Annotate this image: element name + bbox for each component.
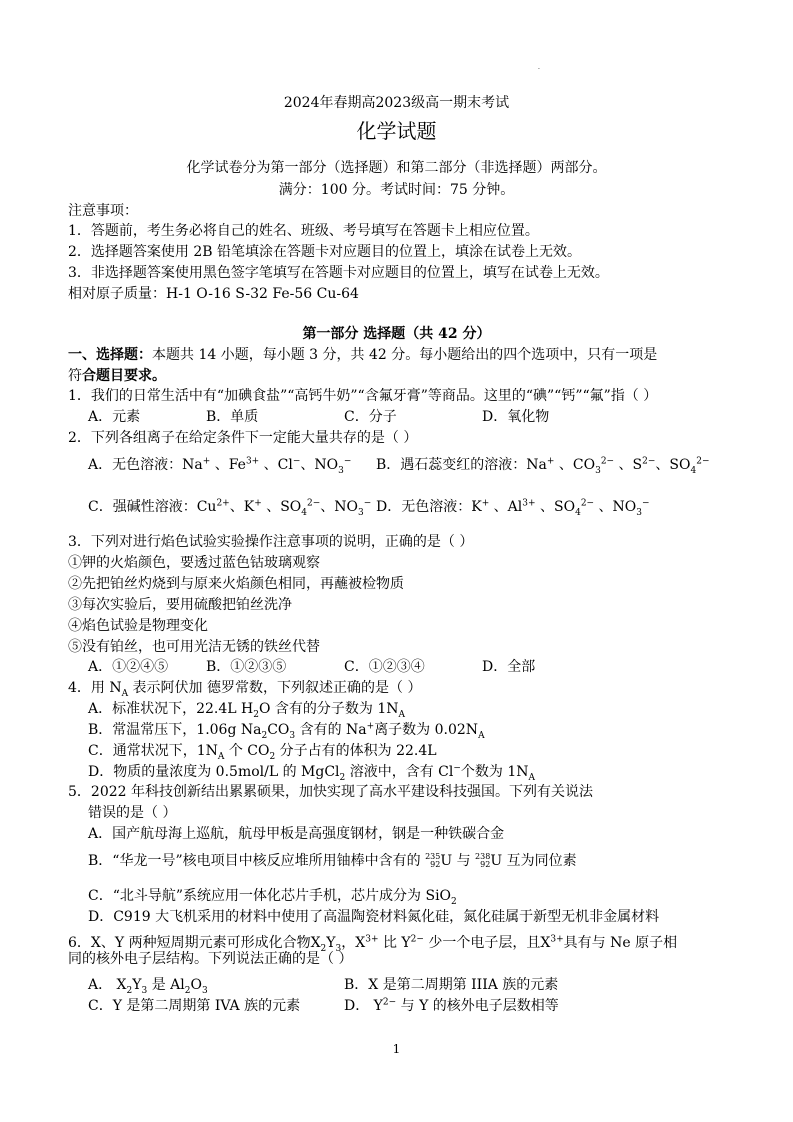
q4-stem-pre: 4．用 N bbox=[68, 680, 122, 696]
atomic-masses: 相对原子质量：H-1 O-16 S-32 Fe-56 Cu-64 bbox=[68, 286, 359, 302]
notes-heading: 注意事项： bbox=[68, 203, 138, 219]
q1-option-a: A．元素 bbox=[88, 409, 141, 425]
q3-item: ③每次实验后，要用硫酸把铂丝洗净 bbox=[68, 597, 292, 613]
q5b-post: U 互为同位素 bbox=[490, 853, 577, 869]
q6-end: 具有与 Ne 原子相 bbox=[563, 935, 678, 951]
q4-stem: 4．用 $N_A$ 表示阿伏加 德罗常数，下列叙述正确的是（ ） bbox=[68, 680, 422, 699]
q2-option-b: B．遇石蕊变红的溶液：Na+ 、$CO_3^{2-}$ 、$S^{2-}$、$SO_4^{2-}$ bbox=[376, 456, 710, 476]
speck: . bbox=[538, 64, 540, 71]
q4-option-b: B．常温常压下，1.06g $Na_2CO_3$ 含有的 Na+离子数为 $0.02N_A$ bbox=[88, 721, 485, 741]
q3-item: ④焰色试验是物理变化 bbox=[68, 618, 208, 634]
q3-item: ①钾的火焰颜色，要透过蓝色钴玻璃观察 bbox=[68, 555, 320, 571]
q6-stem: 6．X、Y 两种短周期元素可形成化合物$X_2Y_3$，$X^{3+}$ 比 $Y^{2-}$ 少一个电子层，且$X^{3+}$具有与 Ne 原子相 bbox=[68, 934, 678, 954]
score-time: 满分：100 分。考试时间：75 分钟。 bbox=[278, 182, 515, 198]
q5b-mid: U 与 bbox=[440, 853, 476, 869]
q6d-post: 与 Y 的核外电子层数相等 bbox=[396, 998, 559, 1014]
q5-option-d: D．C919 大飞机采用的材料中使用了高温陶瓷材料氮化硅，氮化硅属于新型无机非金属材料 bbox=[88, 909, 660, 925]
note-item: 3．非选择题答案使用黑色签字笔填写在答题卡对应题目的位置上，填写在试卷上无效。 bbox=[68, 265, 609, 281]
q6-option-b: B．X 是第二周期第 IIIA 族的元素 bbox=[344, 977, 559, 993]
q2d-text: D．无色溶液：K bbox=[376, 499, 482, 515]
q2-option-c: C．强碱性溶液：$Cu^{2+}$、K+ 、$SO_4^{2-}$、$NO_3^-$ bbox=[88, 498, 372, 518]
q3-option-a: A．①②④⑤ bbox=[88, 659, 169, 675]
q1-option-d: D．氧化物 bbox=[482, 409, 550, 425]
q2c-text: C．强碱性溶液：Cu bbox=[88, 499, 217, 515]
q2-option-a: A．无色溶液：Na+ 、$Fe^{3+}$ 、Cl−、$NO_3^-$ bbox=[88, 456, 352, 476]
q5c-text: C．“北斗导航”系统应用一体化芯片手机，芯片成分为 SiO bbox=[88, 888, 452, 904]
q3-option-c: C．①②③④ bbox=[344, 659, 425, 675]
q6-mid: ， bbox=[341, 935, 356, 951]
q1-option-b: B．单质 bbox=[206, 409, 259, 425]
intro-text: 化学试卷分为第一部分（选择题）和第二部分（非选择题）两部分。 bbox=[186, 160, 607, 176]
q2b-text: B．遇石蕊变红的溶液：Na bbox=[376, 457, 547, 473]
q6-post: 少一个电子层，且 bbox=[423, 935, 541, 951]
q6-stem-2: 同的核外电子层结构。下列说法正确的是（ ） bbox=[68, 951, 353, 967]
part1-heading: 第一部分 选择题（共 42 分） bbox=[302, 326, 491, 342]
instr-bold: 一、选择题： bbox=[68, 347, 152, 363]
q4-option-a: A．标准状况下，22.4L $H_2O$ 含有的分子数为 $1N_A$ bbox=[88, 701, 406, 720]
q5-option-b: B．“华龙一号”核电项目中核反应堆所用铀棒中含有的 235 92U 与 238 92U 互为同位素 bbox=[88, 852, 577, 869]
page-title: 化学试题 bbox=[356, 119, 437, 143]
q1-option-c: C．分子 bbox=[344, 409, 397, 425]
q6-mid2: 比 bbox=[378, 935, 397, 951]
q2-option-d: D．无色溶液：K+ 、$Al^{3+}$ 、$SO_4^{2-}$ 、$NO_3^-$ bbox=[376, 498, 650, 518]
q5-stem-2: 错误的是（ ） bbox=[88, 805, 177, 821]
q4-stem-post: 表示阿伏加 德罗常数，下列叙述正确的是（ ） bbox=[128, 680, 422, 696]
q6a-post: 是 bbox=[147, 977, 171, 993]
exam-name: 2024年春期高2023级高一期末考试 bbox=[283, 95, 510, 111]
note-item: 1．答题前，考生务必将自己的姓名、班级、考号填写在答题卡上相应位置。 bbox=[68, 223, 539, 239]
q5b-pre: B．“华龙一号”核电项目中核反应堆所用铀棒中含有的 bbox=[88, 853, 426, 869]
instr2-bold: 合题目要求。 bbox=[82, 368, 166, 384]
part1-instructions-2 bbox=[68, 367, 166, 385]
part1-instructions bbox=[68, 346, 657, 364]
q4-option-d: D．物质的量浓度为 0.5mol/L 的 MgCl$_2$ 溶液中，含有 Cl−个数为 $1N_A$ bbox=[88, 763, 536, 783]
q1-stem: 1．我们的日常生活中有“加碘食盐”“高钙牛奶”“含氟牙膏”等商品。这里的“碘”“钙”“氟”指（ ） bbox=[68, 388, 658, 404]
q5-option-c: C．“北斗导航”系统应用一体化芯片手机，芯片成分为 SiO$_2$ bbox=[88, 888, 457, 907]
q4-option-c: C．通常状况下，$1N_A$ 个 $CO_2$ 分子占有的体积为 22.4L bbox=[88, 743, 437, 762]
instr-text: 本题共 14 小题，每小题 3 分，共 42 分。每小题给出的四个选项中，只有一项是 bbox=[152, 347, 658, 363]
q5-option-a: A．国产航母海上巡航，航母甲板是高强度钢材，钢是一种铁碳合金 bbox=[88, 826, 505, 842]
q3-item: ②先把铂丝灼烧到与原来火焰颜色相同，再蘸被检物质 bbox=[68, 576, 404, 592]
q3-option-b: B．①②③⑤ bbox=[206, 659, 287, 675]
q2a-text: A．无色溶液：Na bbox=[88, 457, 203, 473]
q3-option-d: D．全部 bbox=[482, 659, 536, 675]
q6-option-d: D． $Y^{2-}$ 与 Y 的核外电子层数相等 bbox=[344, 997, 559, 1014]
q3-stem: 3．下列对进行焰色试验实验操作注意事项的说明，正确的是（ ） bbox=[68, 534, 474, 550]
q6-pre: 6．X、Y 两种短周期元素可形成化合物 bbox=[68, 935, 311, 951]
page-number: 1 bbox=[392, 1042, 401, 1056]
q5-stem: 5．2022 年科技创新结出累累硕果，加快实现了高水平建设科技强国。下列有关说法 bbox=[68, 784, 593, 800]
q6-option-c: C．Y 是第二周期第 IVA 族的元素 bbox=[88, 998, 301, 1014]
note-item: 2．选择题答案使用 2B 铅笔填涂在答题卡对应题目的位置上，填涂在试卷上无效。 bbox=[68, 244, 582, 260]
q3-item: ⑤没有铂丝，也可用光洁无锈的铁丝代替 bbox=[68, 639, 320, 655]
q6-option-a: A． $X_2Y_3$ 是 $Al_2O_3$ bbox=[88, 977, 208, 996]
instr2-pre: 符 bbox=[68, 368, 82, 384]
q2-stem: 2．下列各组离子在给定条件下一定能大量共存的是（ ） bbox=[68, 430, 418, 446]
